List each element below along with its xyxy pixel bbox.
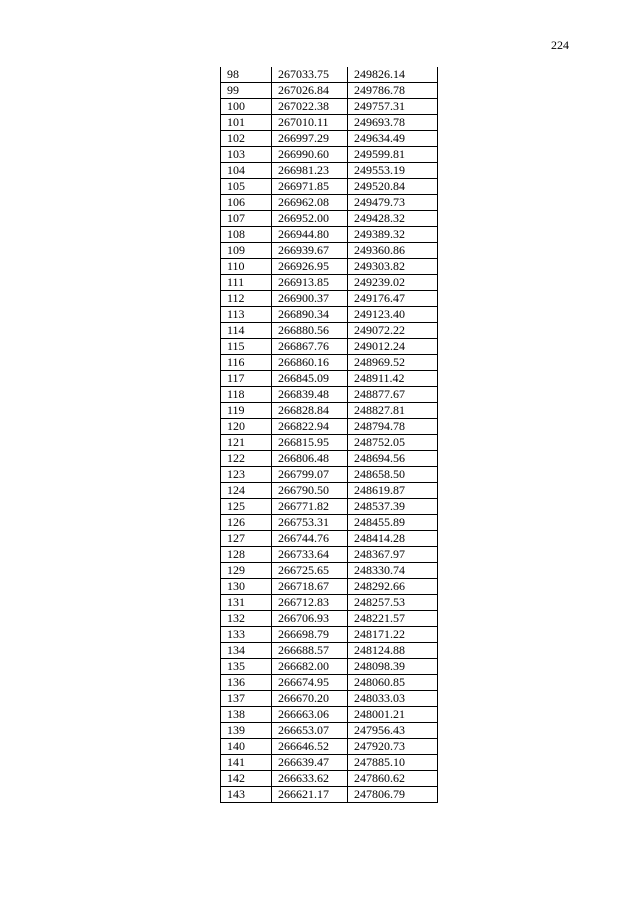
table-row <box>221 211 438 227</box>
table-row <box>221 499 438 515</box>
table-row <box>221 659 438 675</box>
x-coordinate-cell: 266828.84 <box>272 403 348 419</box>
x-coordinate-cell: 267022.38 <box>272 99 348 115</box>
x-coordinate-cell: 266815.95 <box>272 435 348 451</box>
table-row <box>221 275 438 291</box>
x-coordinate-cell: 266674.95 <box>272 675 348 691</box>
x-coordinate-cell: 266997.29 <box>272 131 348 147</box>
point-number-cell: 122 <box>221 451 272 467</box>
x-coordinate-cell: 266688.57 <box>272 643 348 659</box>
point-number-cell: 126 <box>221 515 272 531</box>
point-number-cell: 133 <box>221 627 272 643</box>
table-row <box>221 691 438 707</box>
x-coordinate-cell: 266633.62 <box>272 771 348 787</box>
point-number-cell: 101 <box>221 115 272 131</box>
y-coordinate-cell: 249072.22 <box>348 323 438 339</box>
y-coordinate-cell: 248414.28 <box>348 531 438 547</box>
x-coordinate-cell: 266962.08 <box>272 195 348 211</box>
x-coordinate-cell: 266900.37 <box>272 291 348 307</box>
table-row <box>221 739 438 755</box>
point-number-cell: 139 <box>221 723 272 739</box>
point-number-cell: 130 <box>221 579 272 595</box>
y-coordinate-cell: 248694.56 <box>348 451 438 467</box>
point-number-cell: 117 <box>221 371 272 387</box>
y-coordinate-cell: 247806.79 <box>348 787 438 803</box>
table-row <box>221 787 438 803</box>
table-row <box>221 195 438 211</box>
y-coordinate-cell: 248292.66 <box>348 579 438 595</box>
point-number-cell: 109 <box>221 243 272 259</box>
y-coordinate-cell: 248257.53 <box>348 595 438 611</box>
x-coordinate-cell: 266670.20 <box>272 691 348 707</box>
y-coordinate-cell: 249479.73 <box>348 195 438 211</box>
point-number-cell: 121 <box>221 435 272 451</box>
y-coordinate-cell: 249303.82 <box>348 259 438 275</box>
table-row <box>221 307 438 323</box>
table-row <box>221 403 438 419</box>
point-number-cell: 115 <box>221 339 272 355</box>
point-number-cell: 140 <box>221 739 272 755</box>
x-coordinate-cell: 266712.83 <box>272 595 348 611</box>
y-coordinate-cell: 248367.97 <box>348 547 438 563</box>
point-number-cell: 143 <box>221 787 272 803</box>
point-number-cell: 134 <box>221 643 272 659</box>
table-row <box>221 371 438 387</box>
table-row <box>221 243 438 259</box>
point-number-cell: 129 <box>221 563 272 579</box>
table-row <box>221 339 438 355</box>
x-coordinate-cell: 266733.64 <box>272 547 348 563</box>
table-row <box>221 83 438 99</box>
point-number-cell: 124 <box>221 483 272 499</box>
table-row <box>221 563 438 579</box>
y-coordinate-cell: 248752.05 <box>348 435 438 451</box>
point-number-cell: 135 <box>221 659 272 675</box>
x-coordinate-cell: 266653.07 <box>272 723 348 739</box>
y-coordinate-cell: 249553.19 <box>348 163 438 179</box>
y-coordinate-cell: 247860.62 <box>348 771 438 787</box>
x-coordinate-cell: 266698.79 <box>272 627 348 643</box>
table-row <box>221 179 438 195</box>
point-number-cell: 119 <box>221 403 272 419</box>
table-row <box>221 147 438 163</box>
table-row <box>221 531 438 547</box>
y-coordinate-cell: 249176.47 <box>348 291 438 307</box>
y-coordinate-cell: 249826.14 <box>348 67 438 83</box>
x-coordinate-cell: 266706.93 <box>272 611 348 627</box>
y-coordinate-cell: 249239.02 <box>348 275 438 291</box>
x-coordinate-cell: 266663.06 <box>272 707 348 723</box>
y-coordinate-cell: 248033.03 <box>348 691 438 707</box>
table-row <box>221 483 438 499</box>
point-number-cell: 138 <box>221 707 272 723</box>
y-coordinate-cell: 248330.74 <box>348 563 438 579</box>
x-coordinate-cell: 266990.60 <box>272 147 348 163</box>
point-number-cell: 118 <box>221 387 272 403</box>
table-row <box>221 627 438 643</box>
y-coordinate-cell: 249360.86 <box>348 243 438 259</box>
table-row <box>221 115 438 131</box>
page-number: 224 <box>551 38 569 52</box>
point-number-cell: 132 <box>221 611 272 627</box>
table-row <box>221 675 438 691</box>
y-coordinate-cell: 248969.52 <box>348 355 438 371</box>
x-coordinate-cell: 266822.94 <box>272 419 348 435</box>
y-coordinate-cell: 249123.40 <box>348 307 438 323</box>
x-coordinate-cell: 266725.65 <box>272 563 348 579</box>
y-coordinate-cell: 248455.89 <box>348 515 438 531</box>
y-coordinate-cell: 247885.10 <box>348 755 438 771</box>
table-row <box>221 579 438 595</box>
x-coordinate-cell: 266753.31 <box>272 515 348 531</box>
x-coordinate-cell: 266771.82 <box>272 499 348 515</box>
table-row <box>221 387 438 403</box>
x-coordinate-cell: 266867.76 <box>272 339 348 355</box>
x-coordinate-cell: 266790.50 <box>272 483 348 499</box>
point-number-cell: 103 <box>221 147 272 163</box>
coordinate-table-body <box>221 67 438 803</box>
table-row <box>221 163 438 179</box>
y-coordinate-cell: 249389.32 <box>348 227 438 243</box>
point-number-cell: 125 <box>221 499 272 515</box>
point-number-cell: 110 <box>221 259 272 275</box>
y-coordinate-cell: 248827.81 <box>348 403 438 419</box>
x-coordinate-cell: 266621.17 <box>272 787 348 803</box>
x-coordinate-cell: 266952.00 <box>272 211 348 227</box>
point-number-cell: 105 <box>221 179 272 195</box>
x-coordinate-cell: 266860.16 <box>272 355 348 371</box>
point-number-cell: 113 <box>221 307 272 323</box>
table-row <box>221 755 438 771</box>
x-coordinate-cell: 266890.34 <box>272 307 348 323</box>
y-coordinate-cell: 248124.88 <box>348 643 438 659</box>
point-number-cell: 114 <box>221 323 272 339</box>
table-row <box>221 723 438 739</box>
table-row <box>221 291 438 307</box>
table-row <box>221 643 438 659</box>
table-row <box>221 259 438 275</box>
point-number-cell: 136 <box>221 675 272 691</box>
y-coordinate-cell: 248794.78 <box>348 419 438 435</box>
x-coordinate-cell: 266880.56 <box>272 323 348 339</box>
point-number-cell: 123 <box>221 467 272 483</box>
point-number-cell: 111 <box>221 275 272 291</box>
table-row <box>221 451 438 467</box>
table-row <box>221 131 438 147</box>
point-number-cell: 131 <box>221 595 272 611</box>
table-row <box>221 611 438 627</box>
x-coordinate-cell: 266971.85 <box>272 179 348 195</box>
x-coordinate-cell: 266913.85 <box>272 275 348 291</box>
table-row <box>221 547 438 563</box>
x-coordinate-cell: 266981.23 <box>272 163 348 179</box>
y-coordinate-cell: 249757.31 <box>348 99 438 115</box>
point-number-cell: 108 <box>221 227 272 243</box>
point-number-cell: 142 <box>221 771 272 787</box>
x-coordinate-cell: 267033.75 <box>272 67 348 83</box>
x-coordinate-cell: 266839.48 <box>272 387 348 403</box>
y-coordinate-cell: 248060.85 <box>348 675 438 691</box>
table-row <box>221 771 438 787</box>
x-coordinate-cell: 266682.00 <box>272 659 348 675</box>
y-coordinate-cell: 249786.78 <box>348 83 438 99</box>
x-coordinate-cell: 266944.80 <box>272 227 348 243</box>
point-number-cell: 137 <box>221 691 272 707</box>
y-coordinate-cell: 248658.50 <box>348 467 438 483</box>
y-coordinate-cell: 249599.81 <box>348 147 438 163</box>
table-row <box>221 67 438 83</box>
x-coordinate-cell: 266799.07 <box>272 467 348 483</box>
y-coordinate-cell: 248619.87 <box>348 483 438 499</box>
point-number-cell: 107 <box>221 211 272 227</box>
point-number-cell: 102 <box>221 131 272 147</box>
x-coordinate-cell: 266744.76 <box>272 531 348 547</box>
x-coordinate-cell: 266639.47 <box>272 755 348 771</box>
x-coordinate-cell: 267026.84 <box>272 83 348 99</box>
point-number-cell: 99 <box>221 83 272 99</box>
y-coordinate-cell: 249012.24 <box>348 339 438 355</box>
x-coordinate-cell: 266646.52 <box>272 739 348 755</box>
table-row <box>221 99 438 115</box>
table-row <box>221 227 438 243</box>
y-coordinate-cell: 249520.84 <box>348 179 438 195</box>
y-coordinate-cell: 249634.49 <box>348 131 438 147</box>
point-number-cell: 141 <box>221 755 272 771</box>
table-row <box>221 595 438 611</box>
table-row <box>221 419 438 435</box>
y-coordinate-cell: 248171.22 <box>348 627 438 643</box>
y-coordinate-cell: 249693.78 <box>348 115 438 131</box>
y-coordinate-cell: 248537.39 <box>348 499 438 515</box>
point-number-cell: 128 <box>221 547 272 563</box>
point-number-cell: 112 <box>221 291 272 307</box>
y-coordinate-cell: 247920.73 <box>348 739 438 755</box>
x-coordinate-cell: 266806.48 <box>272 451 348 467</box>
coordinate-table <box>220 67 438 803</box>
table-row <box>221 355 438 371</box>
point-number-cell: 116 <box>221 355 272 371</box>
x-coordinate-cell: 266926.95 <box>272 259 348 275</box>
y-coordinate-cell: 248911.42 <box>348 371 438 387</box>
y-coordinate-cell: 248877.67 <box>348 387 438 403</box>
y-coordinate-cell: 248098.39 <box>348 659 438 675</box>
point-number-cell: 106 <box>221 195 272 211</box>
x-coordinate-cell: 266845.09 <box>272 371 348 387</box>
table-row <box>221 515 438 531</box>
table-row <box>221 435 438 451</box>
table-row <box>221 467 438 483</box>
y-coordinate-cell: 248221.57 <box>348 611 438 627</box>
y-coordinate-cell: 248001.21 <box>348 707 438 723</box>
point-number-cell: 98 <box>221 67 272 83</box>
point-number-cell: 100 <box>221 99 272 115</box>
x-coordinate-cell: 267010.11 <box>272 115 348 131</box>
x-coordinate-cell: 266718.67 <box>272 579 348 595</box>
table-row <box>221 323 438 339</box>
table-row <box>221 707 438 723</box>
y-coordinate-cell: 249428.32 <box>348 211 438 227</box>
x-coordinate-cell: 266939.67 <box>272 243 348 259</box>
point-number-cell: 127 <box>221 531 272 547</box>
y-coordinate-cell: 247956.43 <box>348 723 438 739</box>
point-number-cell: 120 <box>221 419 272 435</box>
point-number-cell: 104 <box>221 163 272 179</box>
